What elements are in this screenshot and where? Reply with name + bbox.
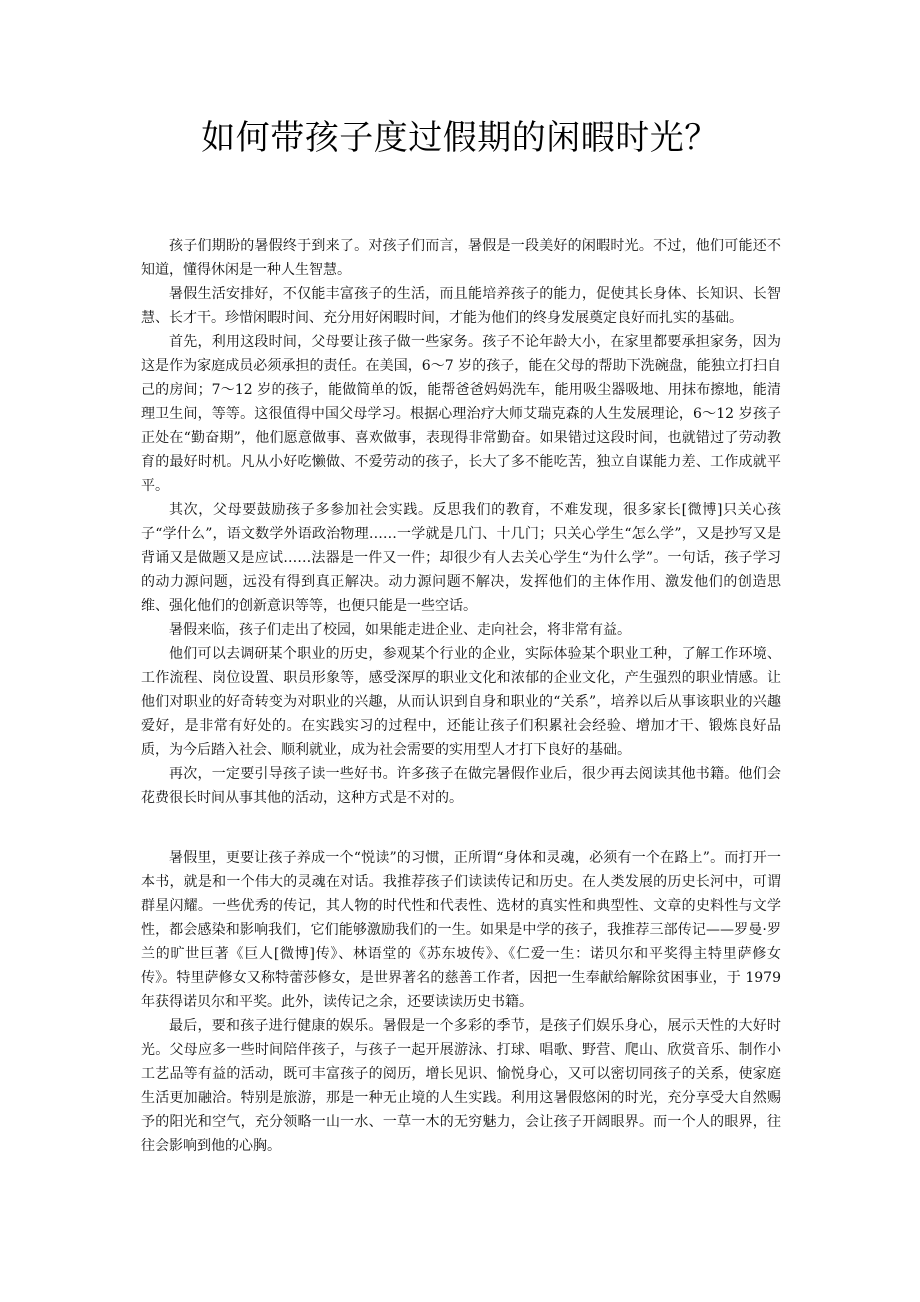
paragraph-career-research: 他们可以去调研某个职业的历史，参观某个行业的企业，实际体验某个职业工种，了解工作环境、工作流程、岗位设置、职员形象等，感受深厚的职业文化和浓郁的企业文化，产生强烈的职业情感。让他们对职业的好奇转变为对职业的兴趣，从而认识到自身和职业的“关系”，培养以后从事该职业的兴趣爱好，是非常有好处的。在实践实习的过程中，还能让孩子们积累社会经验、增加才干、锻炼良好品质，为今后踏入社会、顺利就业，成为社会需要的实用型人才打下良好的基础。	[141, 646, 781, 758]
paragraph-summer-plan: 暑假生活安排好，不仅能丰富孩子的生活，而且能培养孩子的能力，促使其长身体、长知识、长智慧、长才干。珍惜闲暇时间、充分用好闲暇时间，才能为他们的终身发展奠定良好而扎实的基础。	[141, 286, 781, 326]
paragraph-reading: 再次，一定要引导孩子读一些好书。许多孩子在做完暑假作业后，很少再去阅读其他书籍。他们会花费很长时间从事其他的活动，这种方式是不对的。	[141, 766, 781, 806]
document-body	[141, 234, 781, 1158]
paragraph-social-practice: 其次，父母要鼓励孩子多参加社会实践。反思我们的教育，不难发现，很多家长[微博]只关心孩子“学什么”，语文数学外语政治物理……一学就是几门、十几门；只关心学生“怎么学”，又是抄写又是背诵又是做题又是应试……法器是一件又一件；却很少有人去关心学生“为什么学”。一句话，孩子学习的动力源问题，远没有得到真正解决。动力源问题不解决，发挥他们的主体作用、激发他们的创造思维、强化他们的创新意识等等，也便只能是一些空话。	[141, 502, 781, 614]
document-title: 如何带孩子度过假期的闲暇时光？	[201, 118, 719, 158]
paragraph-housework: 首先，利用这段时间，父母要让孩子做一些家务。孩子不论年龄大小，在家里都要承担家务，因为这是作为家庭成员必须承担的责任。在美国，6～7 岁的孩子，能在父母的帮助下洗碗盘，能独立打扫自己的房间；7～12 岁的孩子，能做简单的饭，能帮爸爸妈妈洗车，能用吸尘器吸地、用抹布擦地，能清理卫生间，等等。这很值得中国父母学习。根据心理治疗大师艾瑞克森的人生发展理论，6～12 岁孩子正处在“勤奋期”，他们愿意做事、喜欢做事，表现得非常勤奋。如果错过这段时间，也就错过了劳动教育的最好时机。凡从小好吃懒做、不爱劳动的孩子，长大了多不能吃苦，独立自谋能力差、工作成就平平。	[141, 334, 781, 494]
paragraph-enterprise: 暑假来临，孩子们走出了校园，如果能走进企业、走向社会，将非常有益。	[169, 622, 631, 638]
paragraph-intro: 孩子们期盼的暑假终于到来了。对孩子们而言，暑假是一段美好的闲暇时光。不过，他们可能还不知道，懂得休闲是一种人生智慧。	[141, 238, 781, 278]
paragraph-gap	[141, 810, 781, 846]
paragraph-biographies: 暑假里，更要让孩子养成一个“悦读”的习惯，正所谓“身体和灵魂，必须有一个在路上”。而打开一本书，就是和一个伟大的灵魂在对话。我推荐孩子们读读传记和历史。在人类发展的历史长河中，可谓群星闪耀。一些优秀的传记，其人物的时代性和代表性、选材的真实性和典型性、文章的史料性与文学性，都会感染和影响我们，它们能够激励我们的一生。如果是中学的孩子，我推荐三部传记——罗曼·罗兰的旷世巨著《巨人[微博]传》、林语堂的《苏东坡传》、《仁爱一生：诺贝尔和平奖得主特里萨修女传》。特里萨修女又称特蕾莎修女，是世界著名的慈善工作者，因把一生奉献给解除贫困事业，于 1979 年获得诺贝尔和平奖。此外，读传记之余，还要读读历史书籍。	[141, 850, 781, 1010]
paragraph-recreation: 最后，要和孩子进行健康的娱乐。暑假是一个多彩的季节，是孩子们娱乐身心，展示天性的大好时光。父母应多一些时间陪伴孩子，与孩子一起开展游泳、打球、唱歌、野营、爬山、欣赏音乐、制作小工艺品等有益的活动，既可丰富孩子的阅历，增长见识、愉悦身心，又可以密切同孩子的关系，使家庭生活更加融洽。特别是旅游，那是一种无止境的人生实践。利用这暑假悠闲的时光，充分享受大自然赐予的阳光和空气，充分领略一山一水、一草一木的无穷魅力，会让孩子开阔眼界。而一个人的眼界，往往会影响到他的心胸。	[141, 1018, 781, 1154]
